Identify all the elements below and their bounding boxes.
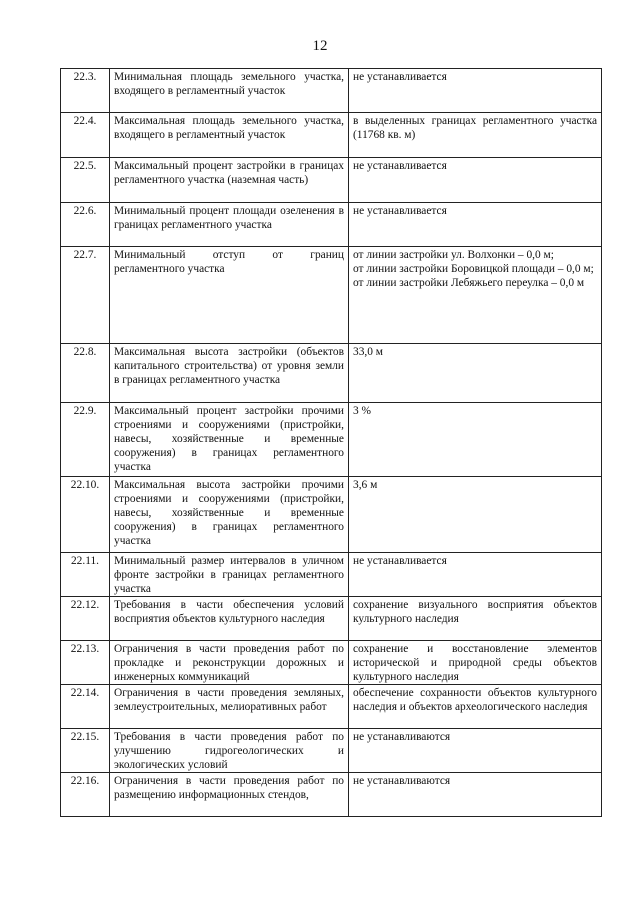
row-number: 22.13. — [61, 641, 110, 685]
row-number: 22.15. — [61, 729, 110, 773]
parameter-name: Минимальный размер интервалов в уличном фронте застройки в границах регламентного участка — [110, 553, 349, 597]
table-row — [61, 403, 602, 477]
parameter-value: не устанавливаются — [349, 773, 602, 817]
row-number: 22.9. — [61, 403, 110, 477]
parameter-value: 33,0 м — [349, 344, 602, 403]
parameter-value: сохранение и восстановление элементов исторической и природной среды объектов культурного наследия — [349, 641, 602, 685]
parameter-value: не устанавливаются — [349, 729, 602, 773]
row-number: 22.16. — [61, 773, 110, 817]
parameter-name: Требования в части обеспечения условий восприятия объектов культурного наследия — [110, 597, 349, 641]
table-row — [61, 641, 602, 685]
parameter-name: Ограничения в части проведения работ по размещению информационных стендов, — [110, 773, 349, 817]
parameter-name: Минимальный отступ от границ регламентного участка — [110, 247, 349, 344]
table-row — [61, 773, 602, 817]
parameter-value: сохранение визуального восприятия объектов культурного наследия — [349, 597, 602, 641]
parameter-name: Требования в части проведения работ по улучшению гидрогеологических и экологических условий — [110, 729, 349, 773]
table-row — [61, 553, 602, 597]
table-row — [61, 344, 602, 403]
parameter-name: Максимальная высота застройки прочими строениями и сооружениями (пристройки, навесы, хозяйственные и временные сооружения) в границах регламентного участка — [110, 477, 349, 553]
page-number: 12 — [312, 38, 328, 54]
parameter-value: не устанавливается — [349, 553, 602, 597]
row-number: 22.14. — [61, 685, 110, 729]
parameter-value: не устанавливается — [349, 203, 602, 247]
table-row — [61, 685, 602, 729]
parameter-value: от линии застройки ул. Волхонки – 0,0 м; от линии застройки Боровицкой площади – 0,0 м; от линии застройки Лебяжьего переулка – 0,0 м — [349, 247, 602, 344]
parameter-value: 3 % — [349, 403, 602, 477]
row-number: 22.3. — [61, 69, 110, 113]
table-row — [61, 158, 602, 203]
parameter-name: Максимальный процент застройки в границах регламентного участка (наземная часть) — [110, 158, 349, 203]
parameter-name: Минимальный процент площади озеленения в границах регламентного участка — [110, 203, 349, 247]
parameter-value: не устанавливается — [349, 69, 602, 113]
table-row — [61, 477, 602, 553]
table-row — [61, 69, 602, 113]
parameter-name: Максимальная площадь земельного участка, входящего в регламентный участок — [110, 113, 349, 158]
row-number: 22.10. — [61, 477, 110, 553]
table-row — [61, 203, 602, 247]
row-number: 22.12. — [61, 597, 110, 641]
parameter-name: Максимальная высота застройки (объектов капитального строительства) от уровня земли в границах регламентного участка — [110, 344, 349, 403]
row-number: 22.11. — [61, 553, 110, 597]
parameter-name: Ограничения в части проведения земляных, землеустроительных, мелиоративных работ — [110, 685, 349, 729]
regulation-table — [60, 68, 602, 817]
parameter-value: не устанавливается — [349, 158, 602, 203]
table-row — [61, 113, 602, 158]
parameter-value: 3,6 м — [349, 477, 602, 553]
parameter-name: Минимальная площадь земельного участка, входящего в регламентный участок — [110, 69, 349, 113]
table-row — [61, 729, 602, 773]
parameter-name: Ограничения в части проведения работ по прокладке и реконструкции дорожных и инженерных коммуникаций — [110, 641, 349, 685]
row-number: 22.4. — [61, 113, 110, 158]
table-row — [61, 247, 602, 344]
row-number: 22.6. — [61, 203, 110, 247]
row-number: 22.5. — [61, 158, 110, 203]
row-number: 22.8. — [61, 344, 110, 403]
parameter-value: в выделенных границах регламентного участка (11768 кв. м) — [349, 113, 602, 158]
row-number: 22.7. — [61, 247, 110, 344]
parameter-name: Максимальный процент застройки прочими строениями и сооружениями (пристройки, навесы, хозяйственные и временные сооружения) в границах регламентного участка — [110, 403, 349, 477]
table-row — [61, 597, 602, 641]
parameter-value: обеспечение сохранности объектов культурного наследия и объектов археологического наследия — [349, 685, 602, 729]
